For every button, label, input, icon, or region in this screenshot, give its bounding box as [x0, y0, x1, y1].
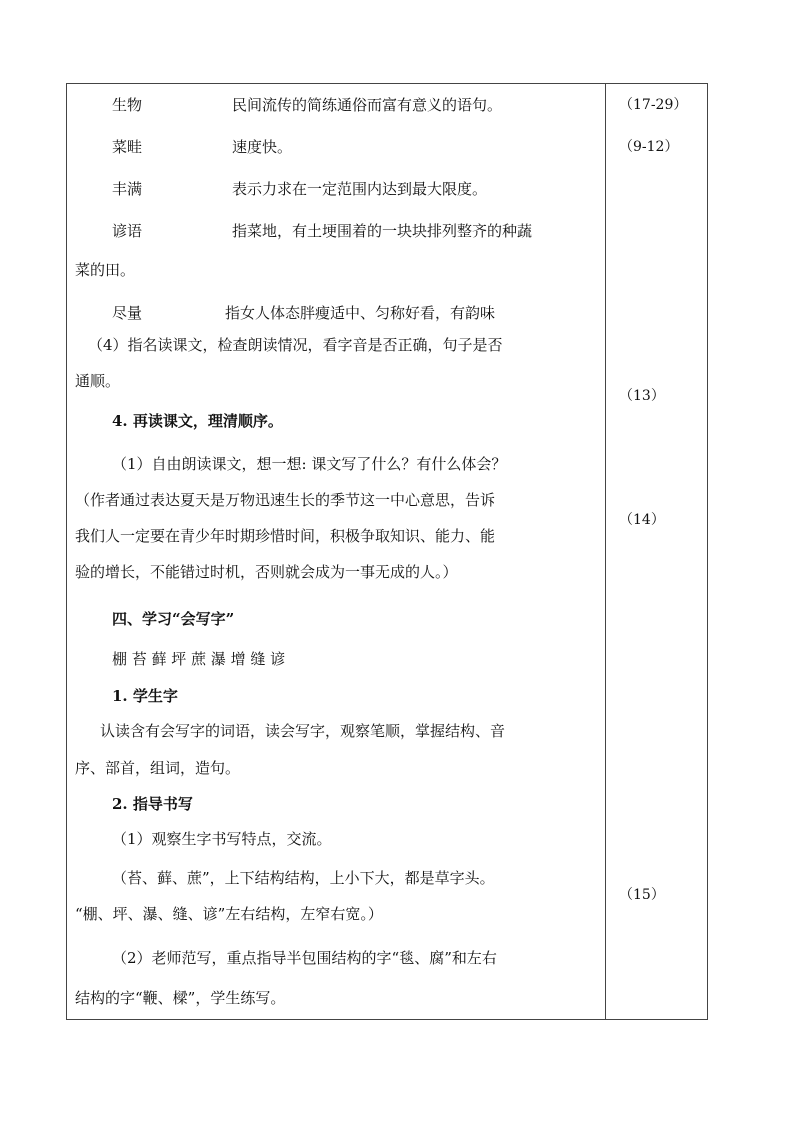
- paragraph-read: （4）指名读课文，检查朗读情况，看字音是否正确，句子是否: [88, 336, 503, 354]
- time-note: （14）: [619, 512, 665, 528]
- subheading-write: 2. 指导书写: [112, 795, 193, 813]
- answer-line: （作者通过表达夏天是万物迅速生长的季节这一中心意思，告诉: [75, 491, 496, 509]
- character-list: 棚 苔 藓 坪 蔗 瀑 增 缝 谚: [112, 650, 286, 668]
- vocab-definition: 民间流传的简练通俗而富有意义的语句。: [232, 96, 503, 114]
- paragraph-learn-cont: 序、部首，组词，造句。: [75, 759, 241, 777]
- time-note: （9-12）: [619, 139, 679, 155]
- answer-line: 我们人一定要在青少年时期珍惜时间，积极争取知识、能力、能: [75, 527, 496, 545]
- column-divider: [605, 83, 606, 1020]
- vocab-definition: 指菜地，有土埂围着的一块块排列整齐的种蔬: [232, 222, 533, 240]
- time-note: （17-29）: [619, 97, 688, 113]
- vocab-definition: 指女人体态胖瘦适中、匀称好看，有韵味: [225, 304, 496, 322]
- paragraph-learn: 认读含有会写字的词语，读会写字，观察笔顺，掌握结构、音: [100, 722, 506, 740]
- vocab-word: 谚语: [112, 222, 143, 240]
- section-heading: 四、学习“会写字”: [112, 610, 235, 628]
- subheading-learn: 1. 学生字: [112, 687, 178, 705]
- vocab-word: 生物: [112, 96, 143, 114]
- answer-line: 验的增长，不能错过时机，否则就会成为一事无成的人。）: [75, 563, 458, 581]
- time-note: （13）: [619, 388, 665, 404]
- paragraph-read-cont: 通顺。: [75, 372, 121, 390]
- time-note: （15）: [619, 887, 665, 903]
- observe-step: （1）观察生字书写特点，交流。: [112, 830, 332, 848]
- vocab-definition: 速度快。: [232, 138, 293, 156]
- question: （1）自由朗读课文，想一想: 课文写了什么？有什么体会？: [112, 455, 507, 473]
- demo-step-cont: 结构的字“鞭、樑”，学生练写。: [75, 989, 286, 1007]
- demo-step: （2）老师范写，重点指导半包围结构的字“毯、腐”和左右: [112, 949, 497, 967]
- vocab-definition-cont: 菜的田。: [75, 261, 136, 279]
- observe-detail: “棚、坪、瀑、缝、谚”左右结构，左窄右宽。）: [75, 905, 383, 923]
- vocab-word: 菜畦: [112, 138, 143, 156]
- vocab-word: 尽量: [112, 304, 143, 322]
- vocab-word: 丰满: [112, 180, 143, 198]
- vocab-definition: 表示力求在一定范围内达到最大限度。: [232, 180, 488, 198]
- observe-detail: （苔、藓、蔗”，上下结构结构，上小下大，都是草字头。: [112, 869, 495, 887]
- heading-reread: 4. 再读课文，理清顺序。: [112, 412, 283, 430]
